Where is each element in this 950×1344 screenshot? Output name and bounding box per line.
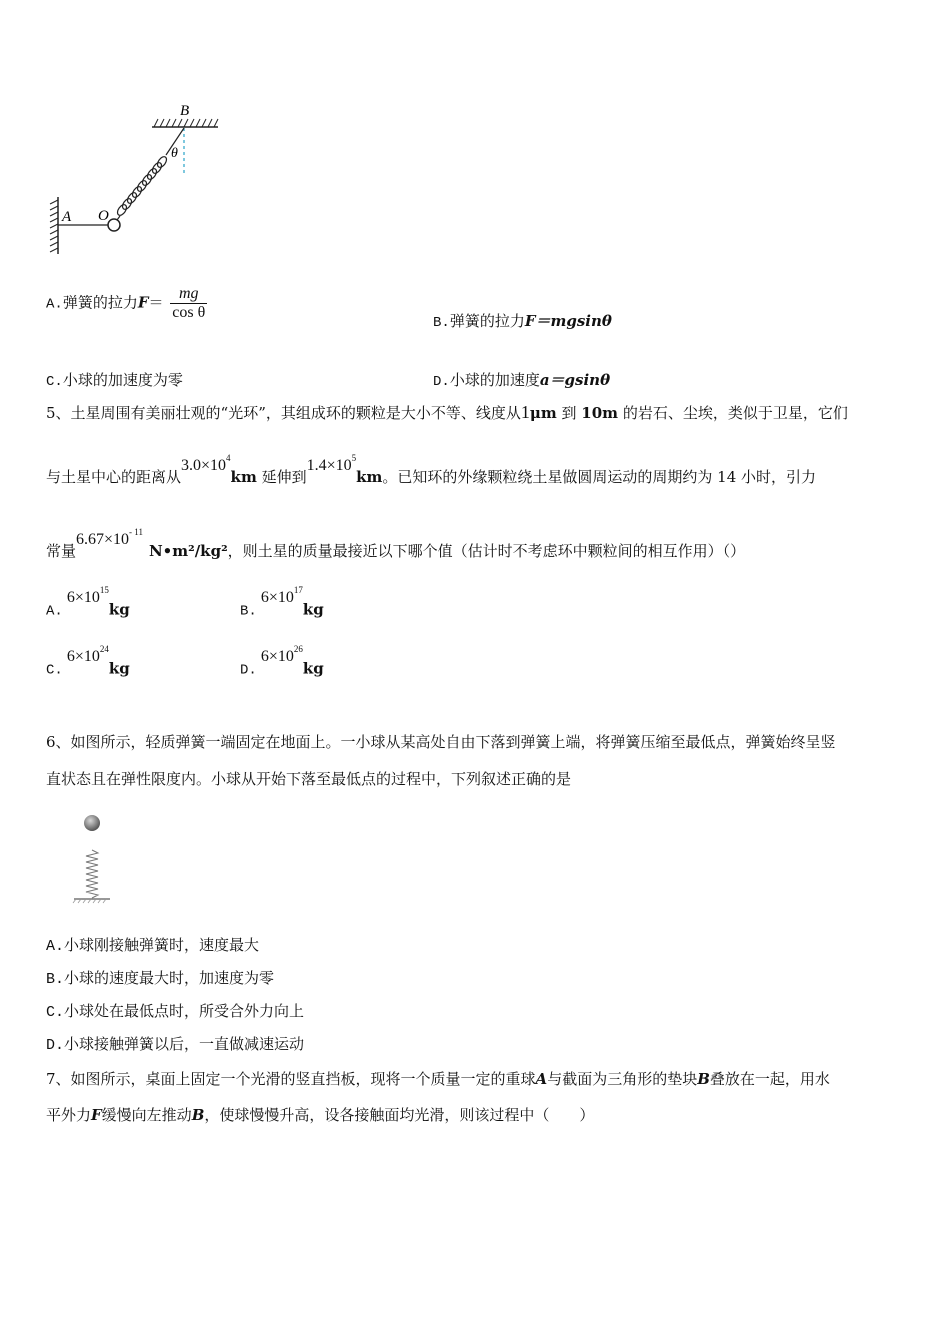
spring-ball-figure bbox=[40, 100, 260, 270]
q6-option-a: A.小球刚接触弹簧时，速度最大 bbox=[46, 938, 260, 955]
q4-option-b: B.弹簧的拉力F＝mgsinθ bbox=[433, 312, 612, 331]
gravity-constant: $6.67\times 10^{- 11}$ bbox=[76, 526, 143, 548]
q7-line-1: 7、如图所示，桌面上固定一个光滑的竖直挡板，现将一个质量一定的重球A与截面为三角形的垫块B叠放在一起，用水 bbox=[46, 1070, 830, 1088]
q6-option-d: D.小球接触弹簧以后，一直做减速运动 bbox=[46, 1037, 305, 1054]
q5-option-a: $A.6\times 10^{15}kg$ bbox=[46, 585, 130, 620]
q5-line-3: 常量$6.67\times 10^{- 11}N•m^2$/kg²，则土星的质量最接近以下哪个值（估计时不考虑环中颗粒间的相互作用）（） bbox=[46, 526, 746, 560]
q4-option-c: C.小球的加速度为零 bbox=[46, 371, 183, 390]
q5-option-c: $C.6\times 10^{24}kg$ bbox=[46, 644, 130, 679]
q6-option-c: C.小球处在最低点时，所受合外力向上 bbox=[46, 1004, 305, 1021]
label-theta: θ bbox=[171, 146, 178, 161]
q5-option-b: $B.6\times 10^{17}kg$ bbox=[240, 585, 324, 620]
distance-inner: $3.0\times 10^4$ bbox=[181, 452, 231, 474]
q5-line-1: 5、土星周围有美丽壮观的“光环”，其组成环的颗粒是大小不等、线度从1μm 到 10m 的岩石、尘埃，类似于卫星，它们 bbox=[46, 402, 848, 422]
q5-line-2: 与土星中心的距离从$3.0\times 10^4km$ 延伸到$1.4\times 10^5km$。已知环的外缘颗粒绕土星做圆周运动的周期约为 14 小时，引力 bbox=[46, 452, 817, 486]
fraction-mg-cos: $\frac{mg}{\text{cos θ}}$ bbox=[172, 285, 206, 321]
q4-option-d: D.小球的加速度a＝gsinθ bbox=[433, 371, 611, 390]
q6-line-1: 6、如图所示，轻质弹簧一端固定在地面上。一小球从某高处自由下落到弹簧上端，将弹簧压缩至最低点，弹簧始终呈竖 bbox=[46, 733, 836, 751]
q7-line-2: 平外力F缓慢向左推动B，使球慢慢升高，设各接触面均光滑，则该过程中（ ） bbox=[46, 1106, 595, 1124]
distance-outer: $1.4\times 10^5$ bbox=[306, 452, 357, 474]
q4-option-a: A.弹簧的拉力F＝ $\frac{mg}{\text{cos θ}}$ bbox=[46, 285, 206, 321]
q6-option-b: B.小球的速度最大时，加速度为零 bbox=[46, 971, 275, 988]
q6-line-2: 直状态且在弹性限度内。小球从开始下落至最低点的过程中，下列叙述正确的是 bbox=[46, 770, 572, 788]
label-a: A bbox=[62, 209, 72, 225]
ball-spring-figure bbox=[70, 810, 130, 910]
q5-option-d: $D.6\times 10^{26}kg$ bbox=[240, 644, 324, 679]
label-b: B bbox=[180, 103, 190, 119]
label-o: O bbox=[98, 208, 109, 224]
